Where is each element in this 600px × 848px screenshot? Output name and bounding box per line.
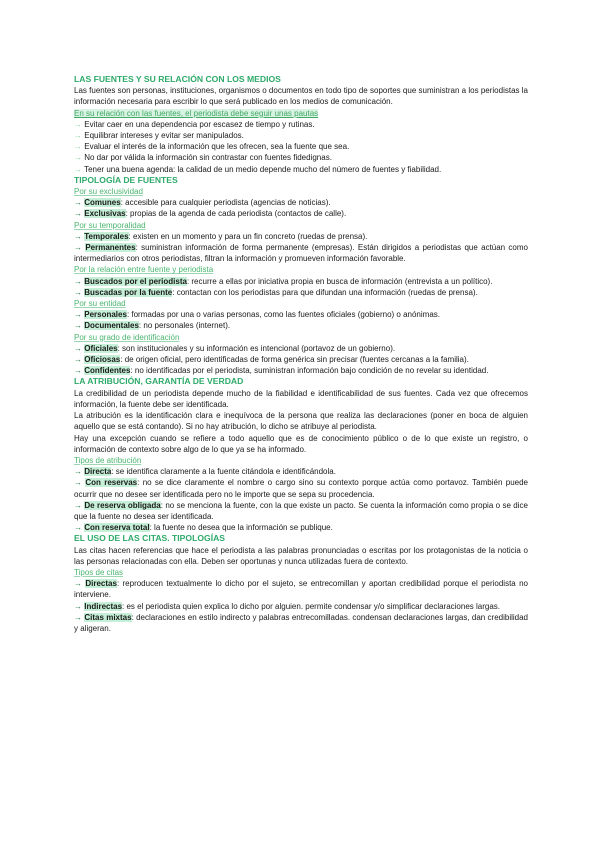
list-item: → Evaluar el interés de la información que les ofrecen, sea la fuente que sea.	[74, 142, 350, 152]
arrow-icon: →	[74, 478, 82, 488]
list-item: → Evitar caer en una dependencia por escasez de tiempo y rutinas.	[74, 119, 315, 129]
arrow-icon: →	[74, 131, 82, 141]
list-item: → Comunes: accesible para cualquier periodista (agencias de noticias).	[74, 198, 331, 208]
subsection-title: Por la relación entre fuente y periodista	[74, 265, 214, 275]
arrow-icon: →	[74, 119, 82, 129]
list-item: → Buscadas por la fuente: contactan con los periodistas para que difundan una información (ruedas de prensa).	[74, 287, 478, 297]
arrow-icon: →	[74, 343, 82, 353]
arrow-icon: →	[74, 523, 82, 533]
arrow-icon: →	[74, 355, 82, 365]
list-item: → Documentales: no personales (internet).	[74, 321, 231, 331]
list-item: → Permanentes: suministran información de forma permanente (empresas). Están dirigidos a periodistas que actúan como intermediarios con otros periodistas, filtran la información y promueven información favorable.	[74, 243, 528, 264]
arrow-icon: →	[74, 467, 82, 477]
section-title: LA ATRIBUCIÓN, GARANTÍA DE VERDAD	[74, 376, 244, 387]
arrow-icon: →	[74, 164, 82, 174]
subsection-title: Por su entidad	[74, 299, 126, 309]
list-item: → Confidentes: no identificadas por el periodista, suministran información bajo condición de no revelar su identidad.	[74, 366, 489, 376]
list-item: → Exclusivas: propias de la agenda de cada periodista (contactos de calle).	[74, 209, 347, 219]
arrow-icon: →	[74, 612, 82, 622]
paragraph: Las fuentes son personas, instituciones, organismos o documentos en todo tipo de soportes que suministran a los periodistas la información necesaria para escribir lo que será publicado en los medios de comunicación.	[74, 86, 528, 107]
arrow-icon: →	[74, 231, 82, 241]
section-title: LAS FUENTES Y SU RELACIÓN CON LOS MEDIOS	[74, 74, 281, 84]
arrow-icon: →	[74, 142, 82, 152]
paragraph: La credibilidad de un periodista depende mucho de la fiabilidad e identificabilidad de sus fuentes. Cada vez que ofrecemos información, la fuente debe ser identificada.	[74, 388, 528, 409]
list-item: → Oficiales: son institucionales y su información es intencional (portavoz de un gobierno).	[74, 343, 396, 353]
list-item: → Buscados por el periodista: recurre a ellas por iniciativa propia en busca de información (entrevista a un político).	[74, 276, 493, 286]
subsection-title: En su relación con las fuentes, el periodista debe seguir unas pautas	[74, 108, 319, 118]
list-item: → Equilibrar intereses y evitar ser manipulados.	[74, 131, 244, 141]
list-item: → Directa: se identifica claramente a la fuente citándola e identificándola.	[74, 467, 336, 477]
list-item: → De reserva obligada: no se menciona la fuente, con la que existe un pacto. Se cuenta la información como propia o se dice que la fuente no desea ser identificada.	[74, 500, 528, 521]
arrow-icon: →	[74, 366, 82, 376]
arrow-icon: →	[74, 153, 82, 163]
list-item: → Tener una buena agenda: la calidad de un medio depende mucho del número de fuentes y fiabilidad.	[74, 164, 442, 174]
arrow-icon: →	[74, 287, 82, 297]
list-item: → Directas: reproducen textualmente lo dicho por el sujeto, se entrecomillan y aportan credibilidad porque el periodista no interviene.	[74, 579, 529, 600]
paragraph: La atribución es la identificación clara e inequívoca de la persona que realiza las declaraciones (poner en boca de alguien aquello que se está contando). Si no hay atribución, lo dicho se atribuye al periodista.	[74, 411, 528, 432]
document-page	[74, 74, 528, 634]
paragraph: Las citas hacen referencias que hace el periodista a las palabras pronunciadas o escritas por los protagonistas de la noticia o las personas relacionadas con ella. Deben ser oportunas y nunca utilizadas fuera de contexto.	[74, 545, 528, 566]
list-item: → No dar por válida la información sin contrastar con fuentes fidedignas.	[74, 153, 332, 163]
list-item: → Con reserva total: la fuente no desea que la información se publique.	[74, 523, 333, 533]
section-title: EL USO DE LAS CITAS. TIPOLOGÍAS	[74, 533, 226, 544]
list-item: → Oficiosas: de origen oficial, pero identificadas de forma genérica sin precisar (fuentes cercanas a la familia).	[74, 355, 469, 365]
arrow-icon: →	[74, 500, 82, 510]
subsection-title: Por su temporalidad	[74, 220, 146, 230]
arrow-icon: →	[74, 579, 82, 589]
paragraph: Hay una excepción cuando se refiere a todo aquello que es de conocimiento público o de lo que existe un registro, o información de contexto sobre algo de lo que ya se ha informado.	[74, 433, 528, 454]
list-item: → Personales: formadas por una o varias personas, como las fuentes oficiales (gobierno) o anónimas.	[74, 310, 440, 320]
list-item: → Con reservas: no se dice claramente el nombre o cargo sino su contexto porque actúa como portavoz. También puede ocurrir que no desee ser identificada pero no le importe que se sepa su procedencia.	[74, 478, 528, 499]
arrow-icon: →	[74, 276, 82, 286]
subsection-title: Tipos de citas	[74, 567, 124, 577]
arrow-icon: →	[74, 601, 82, 611]
list-item: → Indirectas: es el periodista quien explica lo dicho por alguien. permite condensar y/o simplificar declaraciones largas.	[74, 601, 501, 611]
list-item: → Temporales: existen en un momento y para un fin concreto (ruedas de prensa).	[74, 231, 368, 241]
arrow-icon: →	[74, 243, 82, 253]
arrow-icon: →	[74, 310, 82, 320]
arrow-icon: →	[74, 209, 82, 219]
section-title: TIPOLOGÍA DE FUENTES	[74, 174, 178, 185]
arrow-icon: →	[74, 198, 82, 208]
subsection-title: Por su grado de identificación	[74, 332, 180, 342]
subsection-title: Tipos de atribución	[74, 455, 142, 465]
subsection-title: Por su exclusividad	[74, 187, 143, 197]
arrow-icon: →	[74, 321, 82, 331]
list-item: → Citas mixtas: declaraciones en estilo indirecto y palabras entrecomilladas. condensan declaraciones largas, dan credibilidad y aligeran.	[74, 612, 529, 633]
